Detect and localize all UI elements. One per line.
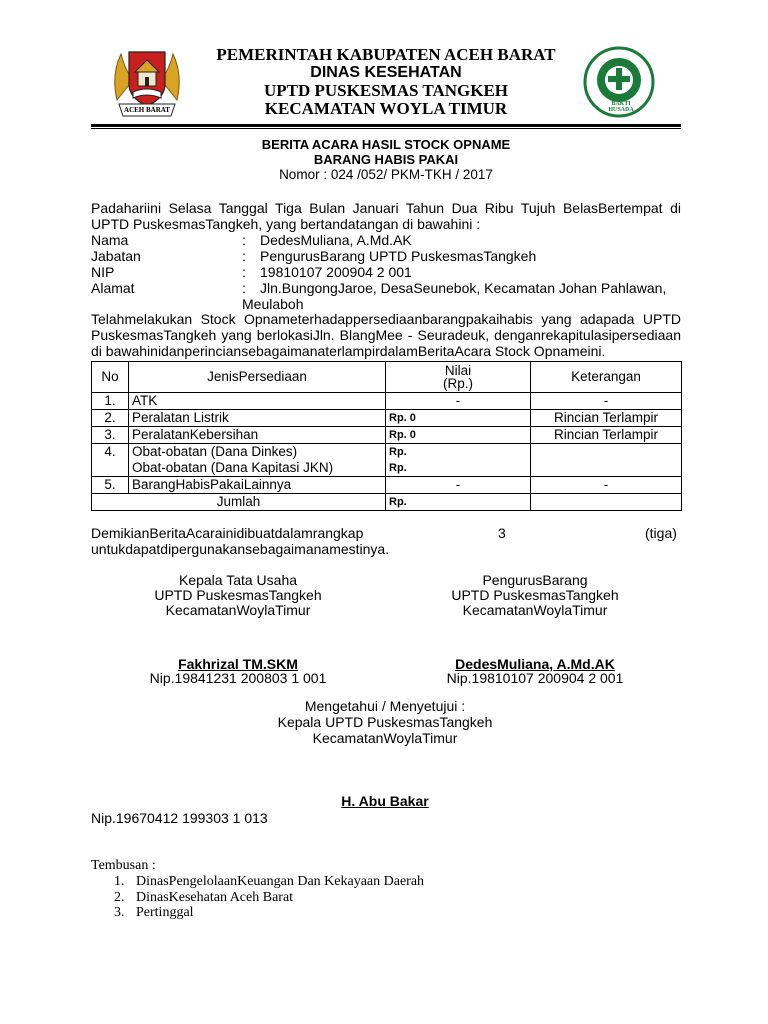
identity-sep-alamat: : xyxy=(242,280,246,296)
identity-label-nama: Nama xyxy=(91,232,129,248)
approval-line3: KecamatanWoylaTimur xyxy=(312,730,458,746)
row-no: 2. xyxy=(92,410,129,427)
sign-left-name: Fakhrizal TM.SKM xyxy=(178,656,298,672)
identity-value-alamat-cont: Meulaboh xyxy=(242,296,304,312)
para2-line-2: PuskesmasTangkeh yang berlokasiJln. BlangMee - Seuradeuk, denganrekapitulasipersediaan xyxy=(91,327,681,343)
tembusan-item: DinasKesehatan Aceh Barat xyxy=(136,890,294,905)
inventory-table xyxy=(91,361,682,511)
row-ket: Rincian Terlampir xyxy=(531,410,682,427)
sign-left-nip: Nip.19841231 200803 1 001 xyxy=(149,670,327,686)
intro-line-1: Padahariini Selasa Tanggal Tiga Bulan Januari Tahun Dua Ribu Tujuh BelasBertempat di xyxy=(91,200,681,216)
identity-value-nip: 19810107 200904 2 001 xyxy=(260,264,412,280)
sign-right-nip: Nip.19810107 200904 2 001 xyxy=(446,670,624,686)
identity-value-alamat: Jln.BungongJaroe, DesaSeunebok, Kecamatan Johan Pahlawan, xyxy=(260,280,667,296)
para2-line-1: Telahmelakukan Stock Opnameterhadappersediaanbarangpakaihabis yang adapada UPTD xyxy=(91,311,681,327)
identity-sep-jabatan: : xyxy=(242,248,246,264)
table-row xyxy=(92,477,682,494)
closing-part1: DemikianBeritaAcarainidibuatdalamrangkap xyxy=(91,525,364,541)
header-line-4: KECAMATAN WOYLA TIMUR xyxy=(264,99,508,118)
table-total-row xyxy=(92,494,682,511)
row-jenis xyxy=(129,444,386,477)
para2-line-3: di bawahinidanperinciansebagaimanaterlampirdalamBeritaAcara Stock Opnameini. xyxy=(91,343,606,359)
row-jenis: ATK xyxy=(129,393,386,410)
table-row xyxy=(92,427,682,444)
approval-nip: Nip.19670412 199303 1 013 xyxy=(91,810,268,826)
tembusan-num: 1. xyxy=(114,874,125,889)
row-ket: - xyxy=(531,393,682,410)
closing-word: (tiga) xyxy=(645,525,677,541)
th-nilai-line2: (Rp.) xyxy=(443,376,473,391)
total-value: Rp. xyxy=(386,494,531,511)
row-jenis: BarangHabisPakaiLainnya xyxy=(129,477,386,494)
approval-line2: Kepala UPTD PuskesmasTangkeh xyxy=(277,714,493,730)
tembusan-label: Tembusan : xyxy=(91,858,156,873)
row-no: 1. xyxy=(92,393,129,410)
identity-label-alamat: Alamat xyxy=(91,280,135,296)
table-row xyxy=(92,393,682,410)
sign-right-title2: UPTD PuskesmasTangkeh xyxy=(451,587,619,603)
th-keterangan: Keterangan xyxy=(531,362,682,393)
identity-value-nama: DedesMuliana, A.Md.AK xyxy=(260,232,412,248)
row-nilai-line1: Rp. xyxy=(389,446,407,458)
table-row xyxy=(92,444,682,477)
row-nilai: Rp. 0 xyxy=(386,410,531,427)
sign-right-title1: PengurusBarang xyxy=(482,572,588,588)
doc-title: BERITA ACARA HASIL STOCK OPNAME xyxy=(261,137,511,152)
row-jenis: Peralatan Listrik xyxy=(129,410,386,427)
row-nilai: Rp. 0 xyxy=(386,427,531,444)
approval-name: H. Abu Bakar xyxy=(341,793,429,809)
header-rule-thin xyxy=(91,128,681,129)
row-nilai: - xyxy=(386,393,531,410)
doc-subtitle: BARANG HABIS PAKAI xyxy=(313,152,459,167)
row-no: 3. xyxy=(92,427,129,444)
identity-label-nip: NIP xyxy=(91,264,115,280)
row-no: 4. xyxy=(92,444,129,477)
row-nilai-line2: Rp. xyxy=(389,462,407,474)
row-ket: - xyxy=(531,477,682,494)
tembusan-num: 2. xyxy=(114,890,125,905)
sign-left-title2: UPTD PuskesmasTangkeh xyxy=(154,587,322,603)
row-jenis-line1: Obat-obatan (Dana Dinkes) xyxy=(132,444,298,459)
header-rule-thick xyxy=(91,124,681,127)
th-nilai xyxy=(386,362,531,393)
table-header-row xyxy=(92,362,682,393)
sign-right-name: DedesMuliana, A.Md.AK xyxy=(455,656,615,672)
approval-line1: Mengetahui / Menyetujui : xyxy=(304,698,466,714)
sign-right-title3: KecamatanWoylaTimur xyxy=(462,602,608,618)
row-jenis: PeralatanKebersihan xyxy=(129,427,386,444)
intro-line-2: UPTD PuskesmasTangkeh, yang bertandatangan di bawahini : xyxy=(91,216,481,232)
identity-sep-nip: : xyxy=(242,264,246,280)
row-jenis-line2: Obat-obatan (Dana Kapitasi JKN) xyxy=(132,460,334,475)
row-ket: Rincian Terlampir xyxy=(531,427,682,444)
closing-line2: untukdapatdipergunakansebagaimanamestinya. xyxy=(91,541,390,557)
closing-num: 3 xyxy=(498,525,506,541)
aceh-barat-logo-text: ACEH BARAT xyxy=(124,106,170,114)
row-ket xyxy=(531,444,682,477)
header-line-3: UPTD PUSKESMAS TANGKEH xyxy=(263,81,509,100)
sign-left-title3: KecamatanWoylaTimur xyxy=(165,602,311,618)
tembusan-num: 3. xyxy=(114,905,125,920)
doc-number: Nomor : 024 /052/ PKM-TKH / 2017 xyxy=(279,167,493,182)
sign-left-title1: Kepala Tata Usaha xyxy=(178,572,298,588)
header-line-1: PEMERINTAH KABUPATEN ACEH BARAT xyxy=(216,45,556,64)
bakti-husada-logo-text: BAKTI HUSADA xyxy=(608,101,634,113)
row-nilai xyxy=(386,444,531,477)
total-ket xyxy=(531,494,682,511)
th-no: No xyxy=(92,362,129,393)
th-jenis: JenisPersediaan xyxy=(129,362,386,393)
row-no: 5. xyxy=(92,477,129,494)
identity-label-jabatan: Jabatan xyxy=(91,248,141,264)
identity-sep-nama: : xyxy=(242,232,246,248)
total-label: Jumlah xyxy=(92,494,386,511)
tembusan-item: Pertinggal xyxy=(136,905,194,920)
row-nilai: - xyxy=(386,477,531,494)
table-row xyxy=(92,410,682,427)
th-nilai-line1: Nilai xyxy=(444,363,472,378)
tembusan-item: DinasPengelolaanKeuangan Dan Kekayaan Daerah xyxy=(136,874,425,889)
identity-value-jabatan: PengurusBarang UPTD PuskesmasTangkeh xyxy=(260,248,537,264)
header-line-2: DINAS KESEHATAN xyxy=(310,64,462,81)
